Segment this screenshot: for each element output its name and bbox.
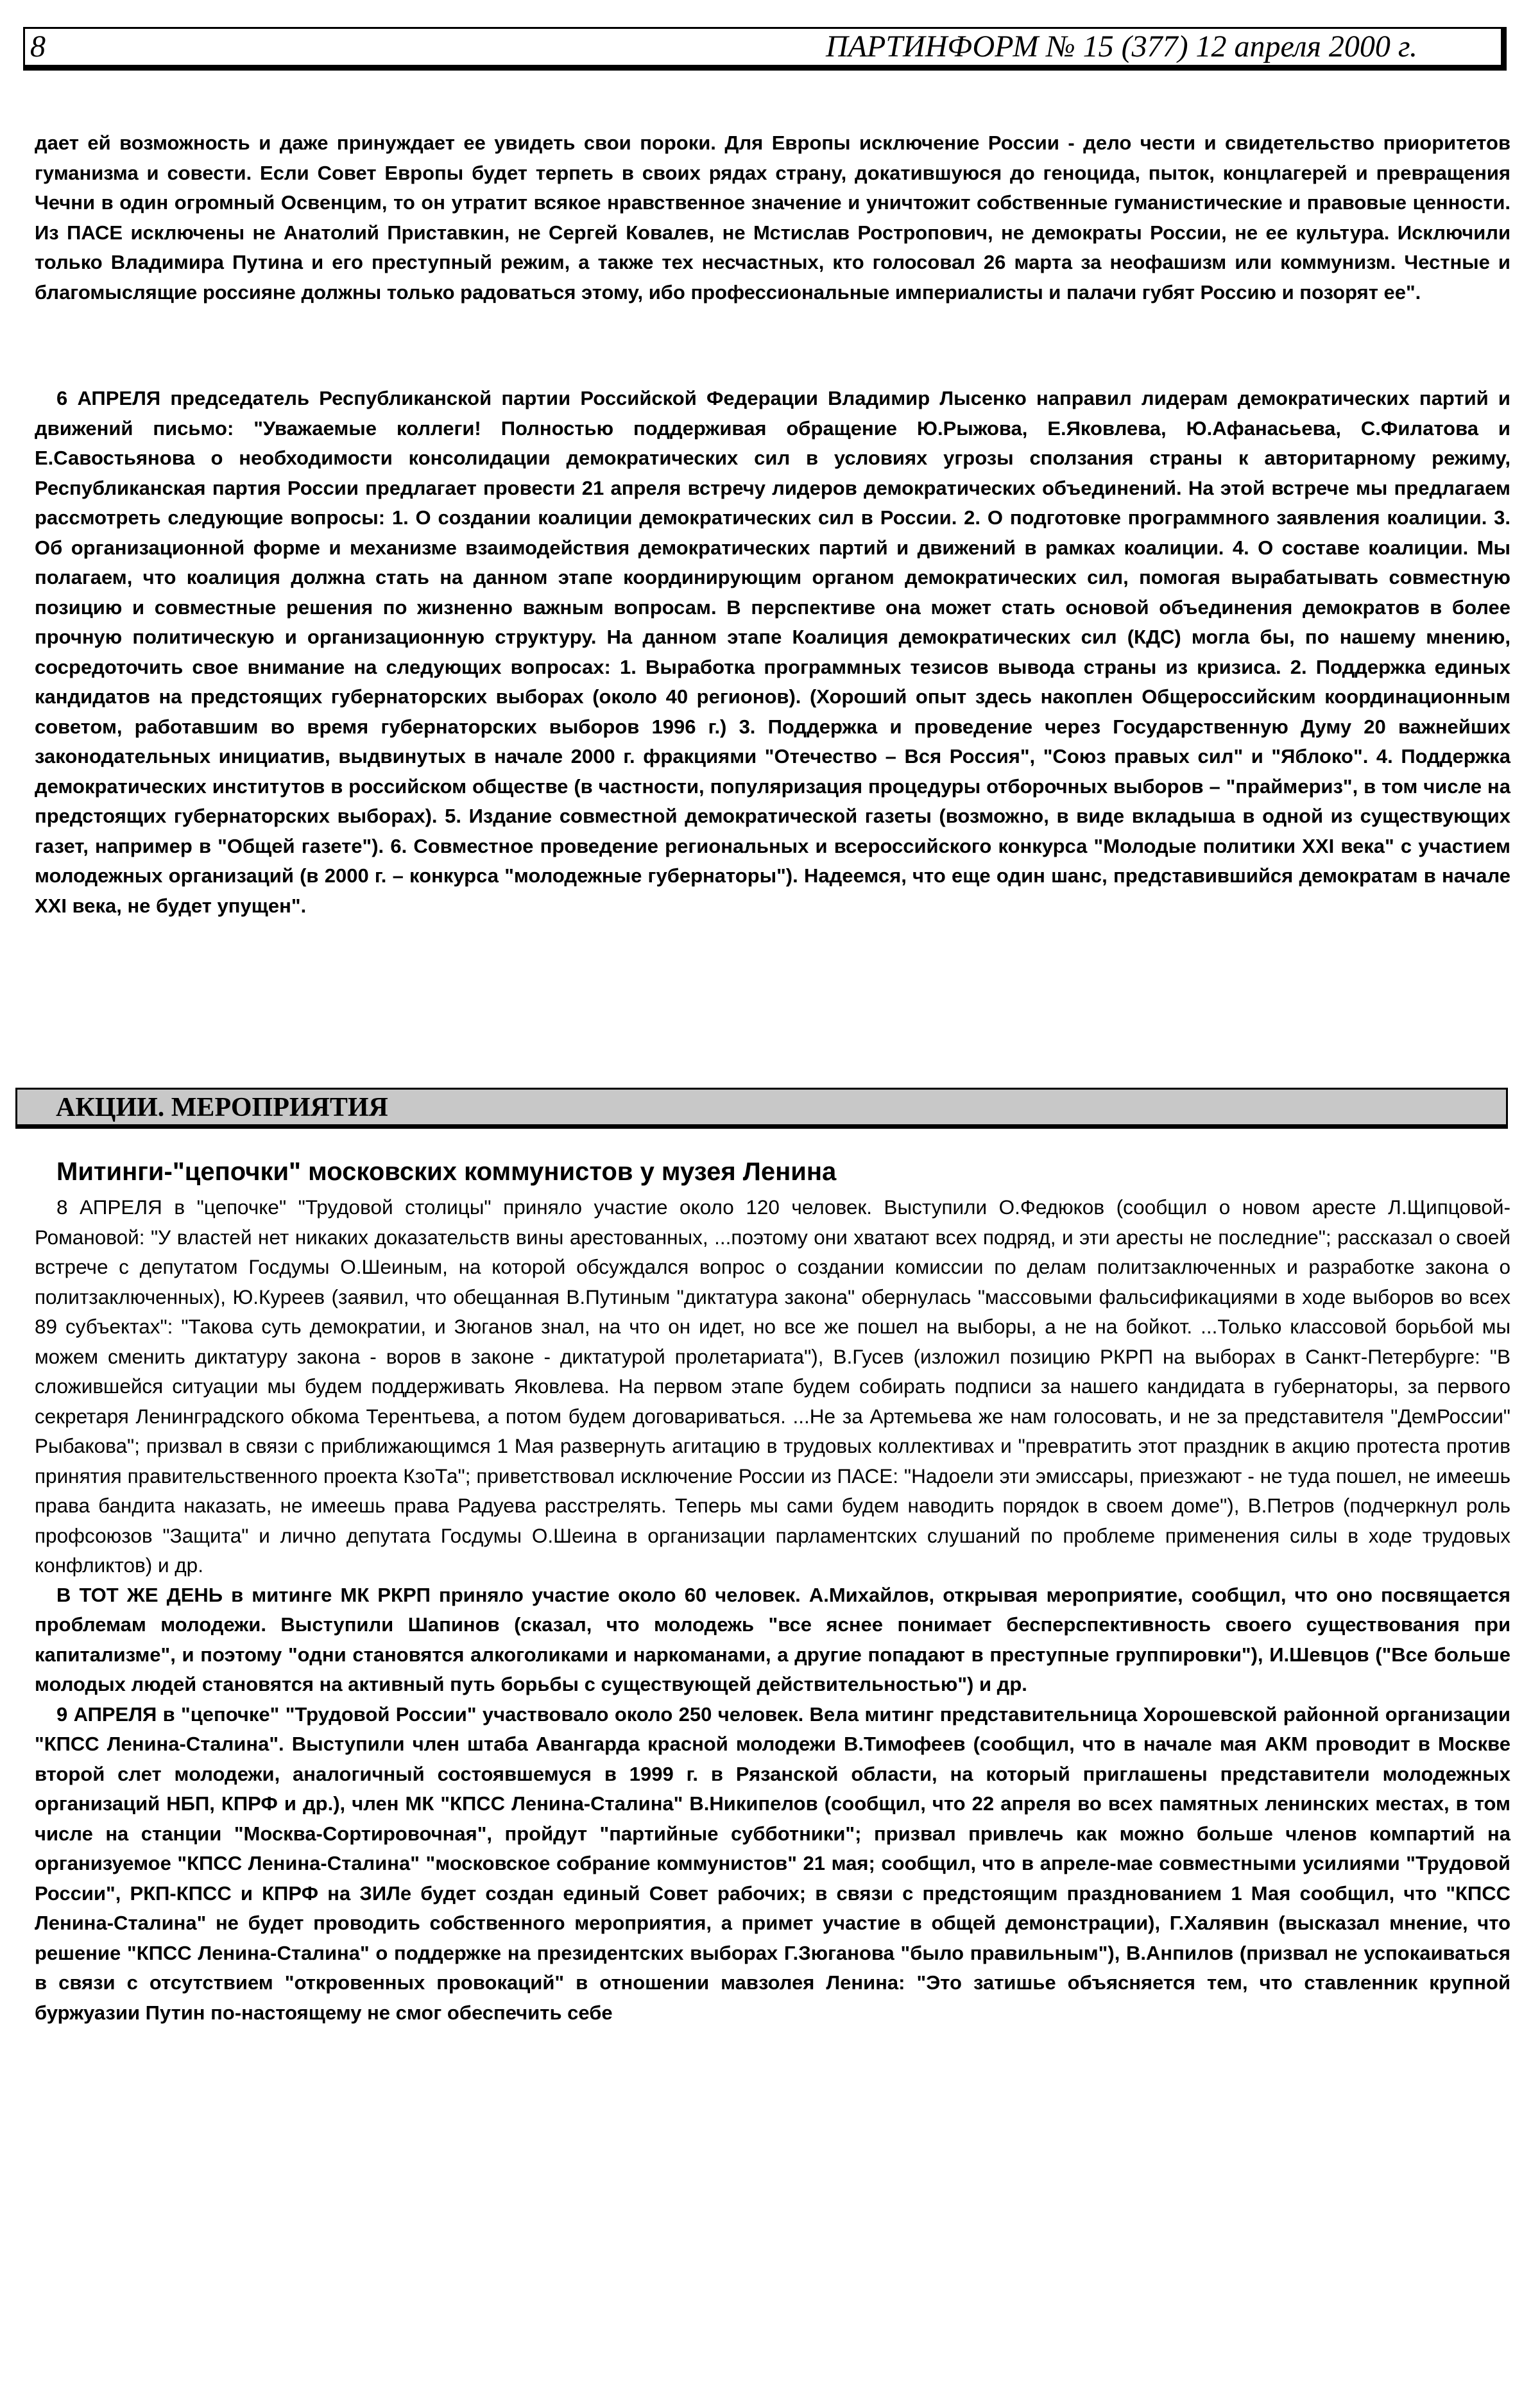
section-title: АКЦИИ. МЕРОПРИЯТИЯ [56,1093,388,1122]
letter-paragraph: 6 АПРЕЛЯ председатель Республиканской партии Российской Федерации Владимир Лысенко направил лидерам демократических партий и движений письмо: "Уважаемые коллеги! Полностью поддерживая обращение Ю.Рыжова, Е.Яковлева, Ю.Афанасьева, С.Филатова и Е.Савостьянова о необходимости консолидации демократических сил в условиях угрозы сползания страны к авторитарному режиму, Республиканская партия России предлагает провести 21 апреля встречу лидеров демократических объединений. На этой встрече мы предлагаем рассмотреть следующие вопросы: 1. О создании коалиции демократических сил в России. 2. О подготовке программного заявления коалиции. 3. Об организационной форме и механизме взаимодействия демократических партий и движений в рамках коалиции. 4. О составе коалиции. Мы полагаем, что коалиция должна стать на данном этапе координирующим органом демократических сил, помогая вырабатывать совместную позицию и совместные решения по жизненно важным вопросам. В перспективе она может стать основой объединения демократов в более прочную политическую и организационную структуру. На данном этапе Коалиция демократических сил (КДС) могла бы, по нашему мнению, сосредоточить свое внимание на следующих вопросах: 1. Выработка программных тезисов вывода страны из кризиса. 2. Поддержка единых кандидатов на предстоящих губернаторских выборах (около 40 регионов). (Хороший опыт здесь накоплен Общероссийским координационным советом, работавшим во время губернаторских выборов 1996 г.) 3. Поддержка и проведение через Государственную Думу 20 важнейших законодательных инициатив, выдвинутых в начале 2000 г. фракциями "Отечество – Вся Россия", "Союз правых сил" и "Яблоко". 4. Поддержка демократических институтов в российском обществе (в частности, популяризация процедуры отборочных выборов – "праймериз", в том числе на предстоящих губернаторских выборах). 5. Издание совместной демократической газеты (возможно, в виде вкладыша в одной из существующих газет, например в "Общей газете"). 6. Совместное проведение региональных и всероссийского конкурса "Молодые политики XXI века" с участием молодежных организаций (в 2000 г. – конкурса "молодежные губернаторы"). Надеемся, что еще один шанс, представившийся демократам в начале XXI века, не будет упущен". [35,387,1510,917]
intro-paragraph: дает ей возможность и даже принуждает ее увидеть свои пороки. Для Европы исключение России - дело чести и свидетельство приоритетов гуманизма и совести. Если Совет Европы будет терпеть в своих рядах страну, докатившуюся до геноцида, пыток, концлагерей и превращения Чечни в один огромный Освенцим, то он утратит всякое нравственное значение и уничтожит собственные гуманистические и правовые ценности. Из ПАСЕ исключены не Анатолий Приставкин, не Сергей Ковалев, не Мстислав Ростропович, не демократы России, не ее культура. Исключили только Владимира Путина и его преступный режим, а также тех несчастных, кто голосовал 26 марта за неофашизм или коммунизм. Честные и благомыслящие россияне должны только радоваться этому, ибо профессиональные империалисты и палачи губят Россию и позорят ее". [35,132,1510,304]
article-paragraph: 8 АПРЕЛЯ в "цепочке" "Трудовой столицы" приняло участие около 120 человек. Выступили О.Федюков (сообщил о новом аресте Л.Щипцовой-Романовой: "У властей нет никаких доказательств вины арестованных, ...поэтому они хватают всех подряд, и эти аресты не последние"; рассказал о своей встрече с депутатом Госдумы О.Шеиным, на которой обсуждался вопрос о создании комиссии по делам политзаключенных и разработке закона о политзаключенных), Ю.Куреев (заявил, что обещанная В.Путиным "диктатура закона" обернулась "массовыми фальсификациями в ходе выборов во всех 89 субъектах": "Такова суть демократии, и Зюганов знал, на что он идет, но все же пошел на выборы, а не на бойкот. ...Только классовой борьбой мы можем сменить диктатуру закона - воров в законе - диктатурой пролетариата"), В.Гусев (изложил позицию РКРП на выборах в Санкт-Петербурге: "В сложившейся ситуации мы будем поддерживать Яковлева. На первом этапе будем собирать подписи за нашего кандидата в губернаторы, за первого секретаря Ленинградского обкома Терентьева, а потом будем договариваться. ...Не за Артемьева же нам голосовать, и не за представителя "ДемРоссии" Рыбакова"; призвал в связи с приближающимся 1 Мая развернуть агитацию в трудовых коллективах и "превратить этот праздник в акцию протеста против принятия правительственного проекта КзоТа"; приветствовал исключение России из ПАСЕ: "Надоели эти эмиссары, приезжают - не туда пошел, не имеешь права бандита наказать, не имеешь права Радуева расстрелять. Теперь мы сами будем наводить порядок в своем доме"), В.Петров (подчеркнул роль профсоюзов "Защита" и лично депутата Госдумы О.Шеина в организации парламентских слушаний по проблеме применения силы в ходе трудовых конфликтов) и др. [35,1195,1510,1577]
page-number: 8 [30,30,46,64]
article-paragraph: 9 АПРЕЛЯ в "цепочке" "Трудовой России" участвовало около 250 человек. Вела митинг представительница Хорошевской районной организации "КПСС Ленина-Сталина". Выступили член штаба Авангарда красной молодежи В.Тимофеев (сообщил, что в начале мая АКМ проводит в Москве второй слет молодежи, аналогичный состоявшемуся в 1999 г. в Рязанской области, на который приглашены представители молодежных организаций НБП, КПРФ и др.), член МК "КПСС Ленина-Сталина" В.Никипелов (сообщил, что 22 апреля во всех памятных ленинских местах, в том числе на станции "Москва-Сортировочная", пройдут "партийные субботники"; призвал привлечь как можно больше членов компартий на организуемое "КПСС Ленина-Сталина" "московское собрание коммунистов" 21 мая; сообщил, что в апреле-мае совместными усилиями "Трудовой России", РКП-КПСС и КПРФ на ЗИЛе будет создан единый Совет рабочих; в связи с предстоящим празднованием 1 Мая сообщил, что "КПСС Ленина-Сталина" не будет проводить собственного мероприятия, а примет участие в общей демонстрации), Г.Халявин (высказал мнение, что решение "КПСС Ленина-Сталина" о поддержке на президентских выборах Г.Зюганова "было правильным"), В.Анпилов (призвал не успокаиваться в связи с отсутствием "откровенных провокаций" в отношении мавзолея Ленина: "Это затишье объясняется тем, что ставленник крупной буржуазии Путин по-настоящему не смог обеспечить себе [35,1702,1510,2024]
article-paragraph: В ТОТ ЖЕ ДЕНЬ в митинге МК РКРП приняло участие около 60 человек. А.Михайлов, открывая мероприятие, сообщил, что оно посвящается проблемам молодежи. Выступили Шапинов (сказал, что молодежь "все яснее понимает бесперспективность своего существования при капитализме", и поэтому "одни становятся алкоголиками и наркоманами, а другие попадают в преступные группировки"), И.Шевцов ("Все больше молодых людей становятся на активный путь борьбы с существующей действительностью") и др. [35,1583,1510,1695]
intro-section [35,128,1510,307]
section-header [15,1088,1508,1129]
article-title: Митинги-"цепочки" московских коммунистов у музея Ленина [56,1158,837,1186]
masthead: ПАРТИНФОРМ № 15 (377) 12 апреля 2000 г. [826,30,1417,64]
article-body [35,1192,1510,2028]
page-header [23,27,1507,71]
letter-section [35,384,1510,921]
